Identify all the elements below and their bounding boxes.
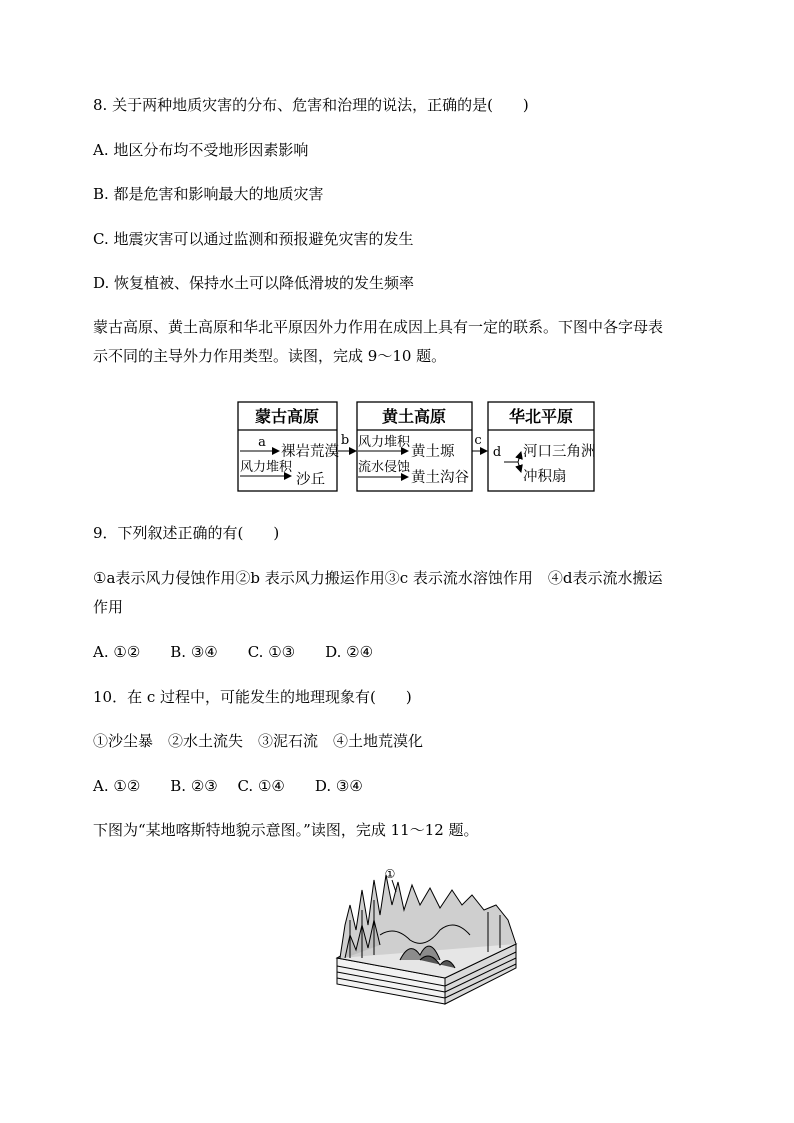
box1-title: 蒙古高原 [254, 407, 320, 426]
label-c: c [474, 433, 482, 448]
box2-title: 黄土高原 [381, 407, 447, 426]
box2-item1: 黄土塬 [411, 444, 455, 460]
box2-item2: 黄土沟谷 [411, 470, 469, 486]
q8-option-b: B. 都是危害和影响最大的地质灾害 [93, 185, 324, 203]
q10-options: A. ①② B. ②③ C. ①④ D. ③④ [93, 777, 363, 795]
box3-item1: 河口三角洲 [523, 444, 596, 460]
label-wind-deposition-2: 风力堆积 [358, 435, 411, 450]
box1-item2: 沙丘 [296, 472, 325, 488]
label-water-erosion: 流水侵蚀 [358, 460, 411, 475]
q9-options: A. ①② B. ③④ C. ①③ D. ②④ [93, 643, 374, 661]
intro-11-12: 下图为“某地喀斯特地貌示意图。”读图，完成 11～12 题。 [93, 821, 479, 839]
label-d: d [492, 445, 502, 460]
box3-item2: 冲积扇 [523, 469, 567, 485]
intro-9-10-line2: 示不同的主导外力作用类型。读图，完成 9～10 题。 [93, 347, 447, 365]
q8-stem: 8. 关于两种地质灾害的分布、危害和治理的说法，正确的是( ) [93, 96, 529, 114]
q9-stem: 9．下列叙述正确的有( ) [93, 524, 280, 542]
karst-marker-1: ① [384, 867, 396, 881]
label-wind-deposition-1: 风力堆积 [240, 460, 293, 475]
intro-9-10-line1: 蒙古高原、黄土高原和华北平原因外力作用在成因上具有一定的联系。下图中各字母表 [93, 318, 664, 336]
q9-statements-line2: 作用 [93, 598, 124, 616]
label-a: a [258, 435, 266, 450]
q10-stem: 10．在 c 过程中，可能发生的地理现象有( ) [93, 688, 412, 706]
q8-option-d: D. 恢复植被、保持水土可以降低滑坡的发生频率 [93, 274, 415, 292]
label-b: b [340, 433, 350, 448]
q8-option-c: C. 地震灾害可以通过监测和预报避免灾害的发生 [93, 230, 414, 248]
box1-item1: 裸岩荒漠 [281, 444, 339, 460]
q10-items: ①沙尘暴 ②水土流失 ③泥石流 ④土地荒漠化 [93, 732, 424, 750]
q9-statements-line1: ①a表示风力侵蚀作用②b 表示风力搬运作用③c 表示流水溶蚀作用 ④d表示流水搬运 [93, 569, 663, 587]
box3-title: 华北平原 [508, 407, 574, 426]
q8-option-a: A. 地区分布均不受地形因素影响 [93, 141, 309, 159]
